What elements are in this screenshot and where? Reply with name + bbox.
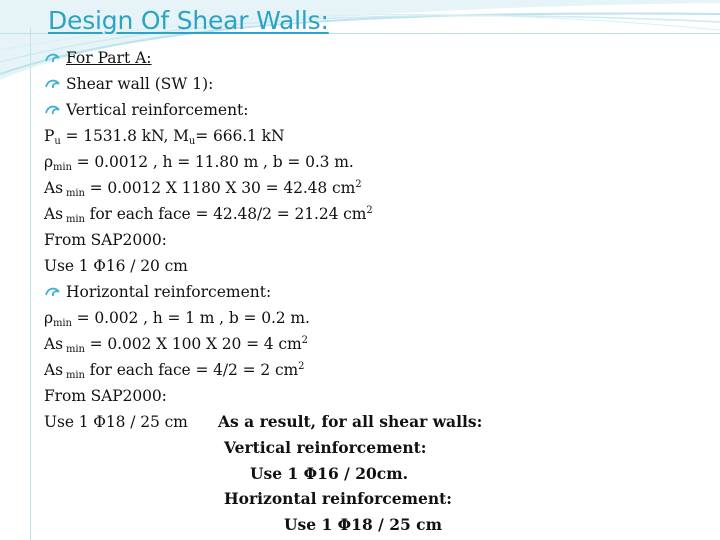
bullet-horizontal: Horizontal reinforcement: [66,283,272,301]
curl-bullet-icon [44,77,62,91]
curl-bullet-icon [44,51,62,65]
sap-line: From SAP2000: [44,231,167,249]
left-rule [30,28,31,540]
curl-bullet-icon [44,285,62,299]
use-line: Use 1 Φ18 / 25 cm [44,413,188,431]
pu-mu-line: $P_u = 1531.8$ kN, $M_u= 666.1$ kN [44,127,285,147]
page-title: Design Of Shear Walls: [48,6,329,35]
bullet-part-a: For Part A: [66,49,152,67]
result-horizontal-use: Use 1 Φ18 / 25 cm [284,515,443,534]
sap-line: From SAP2000: [44,387,167,405]
as-face-line: As $_{min}$ for each face = 42.48/2 = 21.24 $cm^2$ [44,205,373,225]
as-min-line: As $_{min}$ = 0.002 X 100 X 20 = 4 $cm^2$ [44,335,308,355]
as-min-line: As $_{min}$ = 0.0012 X 1180 X 30 = 42.48 $cm^2$ [44,179,362,199]
rho-min-line: $\rho_{min} = 0.002$ , h = 1 m , b = 0.2 m. [44,309,310,329]
result-horizontal-label: Horizontal reinforcement: [224,489,453,508]
curl-bullet-icon [44,103,62,117]
result-heading: As a result, for all shear walls: [218,412,483,431]
rho-min-line: $\rho_{min} = 0.0012$ , h = 11.80 m , b = 0.3 m. [44,153,354,173]
result-vertical-use: Use 1 Φ16 / 20cm. [250,464,409,483]
bullet-vertical: Vertical reinforcement: [66,101,249,119]
result-vertical-label: Vertical reinforcement: [224,438,427,457]
use-line: Use 1 Φ16 / 20 cm [44,257,188,275]
bullet-shear-wall: Shear wall (SW 1): [66,75,214,93]
as-face-line: As $_{min}$ for each face = 4/2 = 2 $cm^2$ [44,361,305,381]
